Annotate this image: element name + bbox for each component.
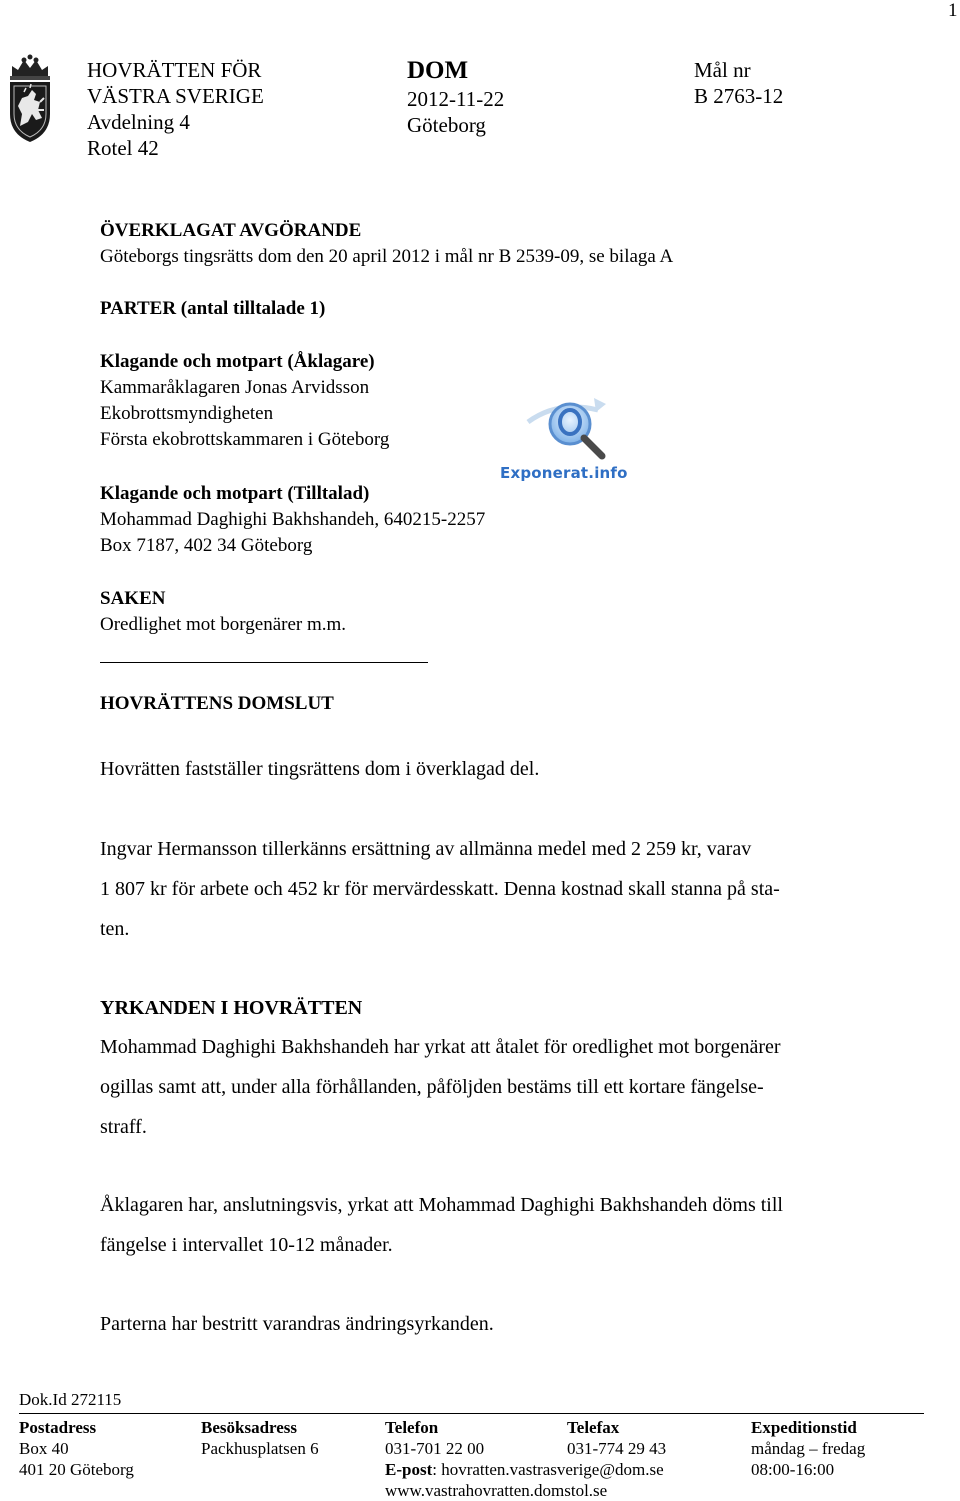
matter-heading: SAKEN bbox=[100, 588, 166, 609]
phone-number: 031-701 22 00 bbox=[385, 1439, 485, 1458]
document-id: Dok.Id 272115 bbox=[19, 1390, 122, 1409]
email-label: E-post bbox=[385, 1460, 433, 1479]
email-address[interactable]: : hovratten.vastrasverige@dom.se bbox=[432, 1460, 664, 1479]
verdict-p2-line: 1 807 kr för arbete och 452 kr för mervärdesskatt. Denna kostnad skall stanna på sta- bbox=[100, 878, 780, 900]
visit-address: Packhusplatsen 6 bbox=[201, 1439, 319, 1458]
court-line-1: HOVRÄTTEN FÖR bbox=[87, 58, 262, 82]
postal-city: 401 20 Göteborg bbox=[19, 1460, 134, 1479]
footer-hours bbox=[751, 1417, 865, 1480]
claims-paragraph-1 bbox=[100, 1027, 781, 1147]
watermark-text: Exponerat.info bbox=[500, 464, 628, 482]
verdict-p2-line: ten. bbox=[100, 918, 130, 940]
footer-postal bbox=[19, 1417, 134, 1480]
hours-label: Expeditionstid bbox=[751, 1418, 857, 1437]
claims-paragraph-2 bbox=[100, 1185, 783, 1265]
prosecutor-name: Kammaråklagaren Jonas Arvidsson bbox=[100, 377, 370, 398]
email-line bbox=[385, 1459, 664, 1480]
watermark bbox=[498, 392, 654, 490]
document-city: Göteborg bbox=[407, 113, 486, 137]
hours-days: måndag – fredag bbox=[751, 1439, 866, 1458]
verdict-heading: HOVRÄTTENS DOMSLUT bbox=[100, 693, 334, 714]
fax-number: 031-774 29 43 bbox=[567, 1439, 667, 1458]
document-info bbox=[407, 56, 504, 138]
document-type: DOM bbox=[407, 57, 469, 84]
prosecutor-heading: Klagande och motpart (Åklagare) bbox=[100, 351, 375, 372]
appealed-text: Göteborgs tingsrätts dom den 20 april 2012 i mål nr B 2539-09, se bilaga A bbox=[100, 246, 674, 267]
prosecutor-agency: Ekobrottsmyndigheten bbox=[100, 403, 274, 424]
footer-fax bbox=[567, 1417, 666, 1459]
verdict-paragraph-1: Hovrätten fastställer tingsrättens dom i överklagad del. bbox=[100, 758, 540, 780]
claims-heading: YRKANDEN I HOVRÄTTEN bbox=[100, 997, 363, 1019]
visit-label: Besöksadress bbox=[201, 1418, 298, 1437]
court-rotel: Rotel 42 bbox=[87, 136, 159, 160]
defendant-name: Mohammad Daghighi Bakhshandeh, 640215-2257 bbox=[100, 509, 486, 530]
case-info bbox=[694, 57, 783, 109]
footer-divider bbox=[19, 1413, 924, 1414]
claims-p1-line: Mohammad Daghighi Bakhshandeh har yrkat att åtalet för oredlighet mot borgenärer bbox=[100, 1036, 781, 1058]
postal-box: Box 40 bbox=[19, 1439, 69, 1458]
document-date: 2012-11-22 bbox=[407, 87, 505, 111]
fax-label: Telefax bbox=[567, 1418, 620, 1437]
matter-text: Oredlighet mot borgenärer m.m. bbox=[100, 614, 347, 635]
court-line-2: VÄSTRA SVERIGE bbox=[87, 84, 264, 108]
coat-of-arms-icon bbox=[4, 54, 56, 144]
case-number: B 2763-12 bbox=[694, 84, 784, 108]
magnifier-logo-icon bbox=[498, 392, 654, 464]
claims-p1-line: ogillas samt att, under alla förhållanden, påföljden bestäms till ett kortare fängelse- bbox=[100, 1076, 764, 1098]
verdict-paragraph-2 bbox=[100, 829, 780, 949]
prosecutor-office: Första ekobrottskammaren i Göteborg bbox=[100, 429, 390, 450]
claims-p2-line: Åklagaren har, anslutningsvis, yrkat att Mohammad Daghighi Bakhshandeh döms till bbox=[100, 1194, 783, 1216]
appealed-heading: ÖVERKLAGAT AVGÖRANDE bbox=[100, 220, 362, 241]
court-division: Avdelning 4 bbox=[87, 110, 190, 134]
hours-time: 08:00-16:00 bbox=[751, 1460, 835, 1479]
footer-visit bbox=[201, 1417, 319, 1459]
claims-paragraph-3: Parterna har bestritt varandras ändringsyrkanden. bbox=[100, 1313, 494, 1335]
page-number: 1 bbox=[948, 0, 958, 21]
claims-p2-line: fängelse i intervallet 10-12 månader. bbox=[100, 1234, 393, 1256]
defendant-address: Box 7187, 402 34 Göteborg bbox=[100, 535, 313, 556]
claims-p1-line: straff. bbox=[100, 1116, 147, 1138]
section-divider bbox=[100, 662, 428, 663]
parties-heading: PARTER (antal tilltalade 1) bbox=[100, 298, 326, 319]
defendant-details bbox=[100, 507, 485, 559]
defendant-heading: Klagande och motpart (Tilltalad) bbox=[100, 483, 370, 504]
postal-label: Postadress bbox=[19, 1418, 97, 1437]
prosecutor-details bbox=[100, 375, 389, 453]
verdict-p2-line: Ingvar Hermansson tillerkänns ersättning av allmänna medel med 2 259 kr, varav bbox=[100, 838, 752, 860]
website-link[interactable]: www.vastrahovratten.domstol.se bbox=[385, 1481, 608, 1500]
court-name bbox=[87, 57, 264, 161]
phone-label: Telefon bbox=[385, 1418, 439, 1437]
case-label: Mål nr bbox=[694, 58, 751, 82]
